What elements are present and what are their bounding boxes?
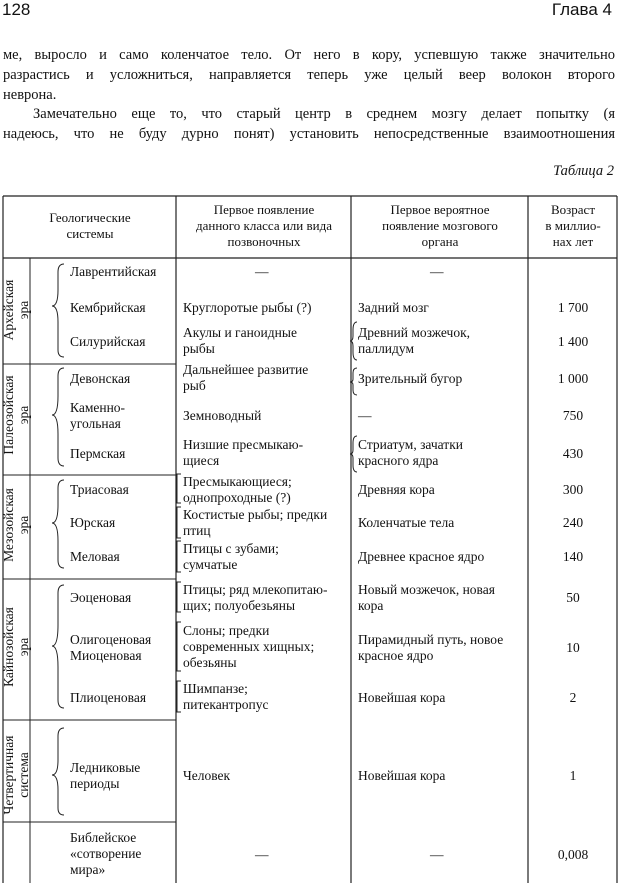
header-line: данного класса или вида — [196, 218, 332, 233]
table-row-first — [183, 300, 311, 316]
table-row-organ — [358, 300, 429, 316]
era-line: эра — [16, 515, 31, 535]
cell-line: Человек — [183, 768, 231, 783]
cell-line: Древний мозжечок, — [358, 325, 471, 340]
cell-line: Триасовая — [70, 482, 129, 497]
table-row-age: 240 — [562, 515, 584, 530]
table-row-age: 2 — [569, 690, 577, 705]
cell-line: Круглоротые рыбы (?) — [183, 300, 312, 315]
table-row-first — [255, 264, 269, 280]
table-row-age: 50 — [566, 590, 580, 605]
table-row-first — [183, 474, 292, 506]
cell-line: обезьяны — [183, 655, 237, 670]
header-line: появление мозгового — [382, 218, 498, 233]
table-row-first — [255, 847, 269, 863]
header-first-appearance — [178, 202, 350, 250]
cell-line: Древнее красное ядро — [358, 549, 485, 564]
table-row-organ — [358, 482, 435, 498]
era-line: система — [16, 752, 31, 798]
cell-line: «сотворение — [70, 846, 142, 861]
cell-line: угольная — [70, 416, 121, 431]
cell-line: Меловая — [70, 549, 120, 564]
cell-line: современных хищных; — [183, 639, 315, 654]
cell-line: Кембрийская — [70, 300, 146, 315]
table-row-system — [70, 300, 146, 316]
cell-line: — — [430, 847, 444, 862]
table-row-system — [70, 264, 156, 280]
cell-line: Стриатум, зачатки — [358, 437, 463, 452]
cell-line: Новый мозжечок, новая — [358, 582, 495, 597]
text-line: неврона. — [3, 87, 57, 103]
cell-line: — — [358, 408, 372, 423]
cell-line: питекантропус — [183, 697, 269, 712]
header-line: позвоночных — [227, 234, 301, 249]
cell-line: Земноводный — [183, 408, 262, 423]
table-row-first — [183, 582, 327, 614]
era-line: Кайнозойская — [1, 607, 16, 687]
header-line: Геологические — [49, 210, 131, 225]
cell-line: Силурийская — [70, 334, 146, 349]
table-row-organ — [358, 325, 470, 357]
header-line: системы — [66, 226, 114, 241]
era-line: эра — [16, 405, 31, 425]
cell-line: Задний мозг — [358, 300, 429, 315]
era-line: эра — [16, 300, 31, 320]
table-row-system — [70, 590, 131, 606]
era-label-quaternary — [1, 720, 31, 830]
era-label-archean — [1, 265, 31, 355]
cell-line: Миоценовая — [70, 648, 142, 663]
cell-line: рыб — [183, 378, 206, 393]
cell-line: Плиоценовая — [70, 690, 147, 705]
cell-line: Костистые рыбы; предки — [183, 507, 328, 522]
table-row-system — [70, 515, 115, 531]
era-line: Архейская — [1, 279, 16, 341]
cell-line: Каменно- — [70, 400, 126, 415]
cell-line: Птицы; ряд млекопитаю- — [183, 582, 328, 597]
header-age — [530, 202, 616, 250]
cell-line: Шимпанзе; — [183, 681, 248, 696]
table-row-age: 300 — [562, 482, 584, 497]
cell-line: Низшие пресмыкаю- — [183, 437, 304, 452]
cell-line: — — [255, 264, 269, 279]
header-line: Первое появление — [213, 202, 315, 217]
table-row-system — [70, 690, 146, 706]
table-row-organ — [358, 549, 484, 565]
table-row-organ — [358, 515, 454, 531]
cell-line: Дальнейшее развитие — [183, 362, 309, 377]
text-line: Замечательно еще то, что старый центр в среднем мозгу делает попытку (я — [33, 106, 615, 122]
table-row-age: 1 000 — [557, 371, 589, 386]
table-row-first — [183, 408, 261, 424]
cell-line: Олигоценовая — [70, 632, 152, 647]
header-line: в миллио- — [545, 218, 601, 233]
cell-line: мира» — [70, 862, 106, 877]
header-line: Возраст — [550, 202, 596, 217]
table-row-system — [70, 830, 141, 878]
cell-line: Слоны; предки — [183, 623, 270, 638]
table-row-first — [183, 541, 279, 573]
table-row-organ — [358, 632, 503, 664]
table-row-system — [70, 400, 125, 432]
table-row-first — [183, 325, 297, 357]
cell-line: — — [430, 264, 444, 279]
cell-line: Библейское — [70, 830, 137, 845]
cell-line: кора — [358, 598, 384, 613]
cell-line: Эоценовая — [70, 590, 132, 605]
cell-line: красное ядро — [358, 648, 434, 663]
cell-line: Коленчатые тела — [358, 515, 455, 530]
cell-line: Птицы с зубами; — [183, 541, 279, 556]
table-row-age: 0,008 — [557, 847, 589, 862]
header-systems — [6, 210, 174, 242]
era-line: Четвертичная — [1, 735, 16, 815]
table-row-first — [183, 362, 308, 394]
text-line: разрастись и усложниться, направляется теперь уже целый веер волокон второго — [3, 67, 615, 83]
table-row-organ — [358, 690, 445, 706]
table-row-organ — [430, 847, 444, 863]
table-row-first — [183, 768, 230, 784]
era-line: эра — [16, 637, 31, 657]
table-row-organ — [358, 371, 462, 387]
header-brain-organ — [353, 202, 527, 250]
cell-line: щих; полуобезьяны — [183, 598, 296, 613]
table-row-age: 430 — [562, 446, 584, 461]
cell-line: Юрская — [70, 515, 116, 530]
table-row-system — [70, 760, 140, 792]
table-row-first — [183, 681, 268, 713]
cell-line: Пирамидный путь, новое — [358, 632, 504, 647]
chapter-title: Глава 4 — [551, 0, 612, 19]
table-row-organ — [358, 582, 495, 614]
table-row-system — [70, 632, 151, 664]
table-row-age: 1 400 — [557, 334, 589, 349]
cell-line: Пермская — [70, 446, 126, 461]
table-row-system — [70, 446, 125, 462]
table-row-system — [70, 371, 130, 387]
table-row-organ — [430, 264, 444, 280]
text-line: ме, выросло и само коленчатое тело. От него в кору, успевшую также значительно — [3, 47, 615, 63]
table-row-organ — [358, 768, 445, 784]
cell-line: периоды — [70, 776, 120, 791]
cell-line: Древняя кора — [358, 482, 435, 497]
cell-line: щиеся — [183, 453, 220, 468]
header-line: Первое вероятное — [390, 202, 490, 217]
table-row-age: 1 — [569, 768, 577, 783]
table-row-system — [70, 334, 145, 350]
cell-line: Новейшая кора — [358, 690, 446, 705]
era-line: Палеозойская — [1, 375, 16, 455]
table-row-system — [70, 549, 120, 565]
table-row-first — [183, 623, 314, 671]
header-line: органа — [421, 234, 459, 249]
cell-line: Зрительный бугор — [358, 371, 463, 386]
table-row-organ — [358, 437, 463, 469]
cell-line: Ледниковые — [70, 760, 141, 775]
table-row-age: 1 700 — [557, 300, 589, 315]
cell-line: Новейшая кора — [358, 768, 446, 783]
era-label-mesozoic — [1, 475, 31, 575]
cell-line: паллидум — [358, 341, 415, 356]
table-row-first — [183, 507, 327, 539]
table-row-first — [183, 437, 303, 469]
table-row-age: 750 — [562, 408, 584, 423]
table-row-age: 10 — [566, 640, 580, 655]
table-row-organ — [358, 408, 372, 424]
era-label-cenozoic — [1, 592, 31, 702]
table-caption: Таблица 2 — [553, 163, 614, 179]
cell-line: Акулы и ганоидные — [183, 325, 297, 340]
era-label-paleozoic — [1, 365, 31, 465]
cell-line: Девонская — [70, 371, 131, 386]
cell-line: рыбы — [183, 341, 215, 356]
page-number: 128 — [2, 0, 31, 19]
table-row-age: 140 — [562, 549, 584, 564]
table-row-system — [70, 482, 129, 498]
cell-line: однопроходные (?) — [183, 490, 291, 505]
cell-line: Пресмыкающиеся; — [183, 474, 292, 489]
cell-line: красного ядра — [358, 453, 439, 468]
cell-line: птиц — [183, 523, 211, 538]
cell-line: сумчатые — [183, 557, 238, 572]
cell-line: Лаврентийская — [70, 264, 157, 279]
text-line: надеюсь, что не буду дурно понят) установить непосредственные взаимоотношения — [3, 126, 615, 142]
cell-line: — — [255, 847, 269, 862]
header-line: нах лет — [552, 234, 594, 249]
era-line: Мезозойская — [1, 488, 16, 562]
